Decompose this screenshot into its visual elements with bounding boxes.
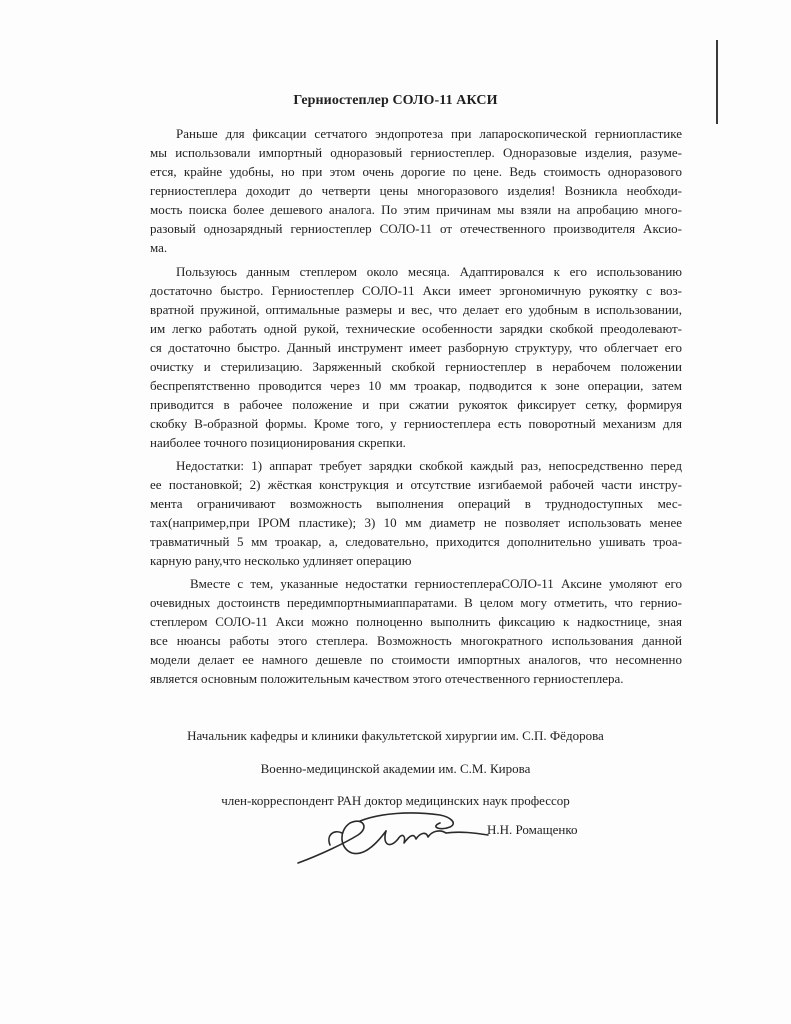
text-line: вратной пружиной, оптимальные размеры и вес, что делает его удобным в использовании,: [150, 302, 682, 317]
signatory-position-line3: член-корреспондент РАН доктор медицинских наук профессор: [221, 793, 570, 808]
document-title: Герниостеплер СОЛО-11 АКСИ: [293, 93, 498, 108]
signatory-name: Н.Н. Ромащенко: [487, 822, 578, 837]
text-line: Недостатки: 1) аппарат требует зарядки скобкой каждый раз, непосредственно перед: [176, 458, 682, 473]
text-line: ется, крайне удобны, но при этом очень дорогие по цене. Ведь стоимость одноразового: [150, 164, 682, 179]
text-line: беспрепятственно проводится через 10 мм троакар, подводится к зоне операции, затем: [150, 378, 682, 393]
text-line: наиболее точного позиционирования скрепки.: [150, 435, 406, 450]
text-line: Вместе с тем, указанные недостатки герниостеплераСОЛО-11 Аксине умоляют его: [190, 576, 682, 591]
signatory-position-line2: Военно-медицинской академии им. С.М. Кирова: [260, 761, 531, 776]
text-line: мента ограничивают возможность выполнения операций в труднодоступных мес-: [150, 496, 682, 511]
text-line: Раньше для фиксации сетчатого эндопротеза при лапароскопической герниопластике: [176, 126, 682, 141]
text-line: мы использовали импортный одноразовый герниостеплер. Одноразовые изделия, разуме-: [150, 145, 682, 160]
text-line: скобку В-образной формы. Кроме того, у герниостеплера есть поворотный механизм для: [150, 416, 682, 431]
paragraph-conclusion: [150, 574, 682, 688]
text-line: Пользуюсь данным степлером около месяца. Адаптировался к его использованию: [176, 264, 682, 279]
handwritten-signature: [290, 805, 500, 875]
paragraph-drawbacks: [150, 456, 682, 570]
text-line: тах(например,при IPOM пластике); 3) 10 мм диаметр не позволяет использовать менее: [150, 515, 682, 530]
text-line: является основным положительным качеством этого отечественного герниостеплера.: [150, 671, 624, 686]
text-line: приводится в рабочее положение и при сжатии рукояток фиксирует сетку, формируя: [150, 397, 682, 412]
text-line: травматичный 5 мм троакар, а, следовательно, приходится дополнительно ушивать троа-: [150, 534, 682, 549]
text-line: ее постановкой; 2) жёсткая конструкция и отсутствие изгибаемой рабочей части инстру-: [150, 477, 682, 492]
text-line: карную рану,что несколько удлиняет операцию: [150, 553, 412, 568]
text-line: ма.: [150, 240, 168, 255]
text-line: степлером СОЛО-11 Акси можно полноценно выполнить фиксацию к надкостнице, зная: [150, 614, 682, 629]
text-line: ся достаточно быстро. Данный инструмент имеет разборную структуру, что облегчает его: [150, 340, 682, 355]
paragraph-intro: [150, 124, 682, 257]
text-line: очистку и стерилизацию. Заряженный скобкой герниостеплер в нерабочем положении: [150, 359, 682, 374]
text-line: герниостеплера доходит до четверти цены многоразового изделия! Возникла необходи-: [150, 183, 682, 198]
signatory-position-line1: Начальник кафедры и клиники факультетской хирургии им. С.П. Фёдорова: [187, 728, 604, 743]
scan-edge-mark: [716, 40, 718, 124]
text-line: им легко работать одной рукой, технические особенности зарядки скобкой преодолевают-: [150, 321, 682, 336]
text-line: достаточно быстро. Герниостеплер СОЛО-11 Акси имеет эргономичную рукоятку с воз-: [150, 283, 682, 298]
text-line: очевидных достоинств передимпортнымиаппаратами. В целом могу отметить, что гернио-: [150, 595, 682, 610]
paragraph-usage: [150, 262, 682, 452]
text-line: модели делает ее намного дешевле по стоимости импортных аналогов, что несомненно: [150, 652, 682, 667]
text-line: разовый однозарядный герниостеплер СОЛО-11 от отечественного производителя Аксио-: [150, 221, 682, 236]
text-line: все нюансы работы этого степлера. Возможность многократного использования данной: [150, 633, 682, 648]
text-line: мость поиска более дешевого аналога. По этим причинам мы взяли на апробацию много-: [150, 202, 682, 217]
